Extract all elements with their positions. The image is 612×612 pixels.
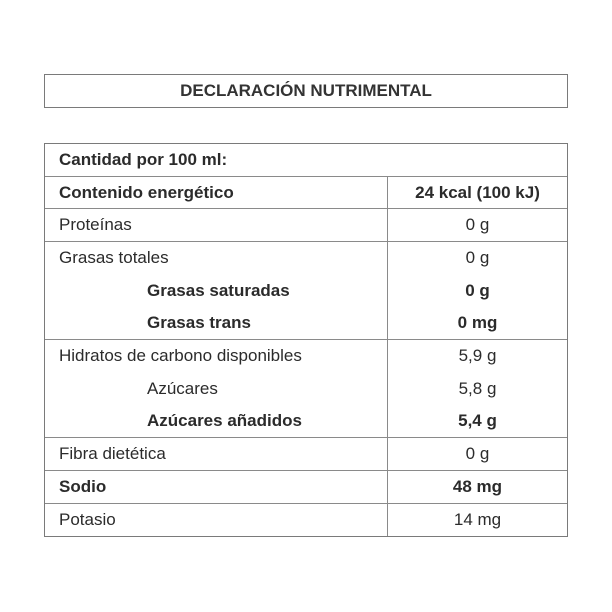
row-value: 5,9 g	[458, 346, 497, 366]
table-row	[45, 406, 567, 439]
serving-label: Cantidad por 100 ml:	[59, 149, 228, 169]
row-value: 0 g	[465, 281, 490, 301]
row-label: Azúcares	[45, 373, 388, 406]
table-row	[45, 373, 567, 406]
table-row	[45, 242, 567, 275]
table-row	[45, 307, 567, 340]
table-row	[45, 340, 567, 373]
row-value: 48 mg	[452, 476, 503, 496]
row-label: Grasas saturadas	[45, 275, 388, 308]
row-label: Grasas trans	[45, 307, 388, 339]
row-value: 24 kcal (100 kJ)	[415, 182, 540, 202]
row-label: Hidratos de carbono disponibles	[45, 340, 388, 373]
table-row	[45, 504, 567, 537]
row-value: 0 g	[465, 215, 490, 235]
row-label: Contenido energético	[45, 177, 388, 209]
nutrition-table	[44, 143, 568, 537]
row-label: Azúcares añadidos	[45, 406, 388, 438]
table-title: DECLARACIÓN NUTRIMENTAL	[44, 74, 568, 108]
row-label: Fibra dietética	[45, 438, 388, 470]
row-label: Proteínas	[45, 209, 388, 241]
table-row	[45, 471, 567, 504]
table-row	[45, 209, 567, 242]
row-label: Grasas totales	[45, 242, 388, 275]
row-value: 0 mg	[457, 313, 498, 333]
row-label: Sodio	[45, 471, 388, 503]
table-row	[45, 177, 567, 210]
row-value: 0 g	[465, 444, 490, 464]
row-label: Potasio	[45, 504, 388, 537]
serving-row	[45, 144, 567, 177]
table-row	[45, 275, 567, 308]
row-value: 14 mg	[453, 509, 502, 529]
row-value: 5,8 g	[458, 379, 497, 399]
row-value: 0 g	[465, 248, 490, 268]
row-value: 5,4 g	[458, 411, 497, 431]
table-row	[45, 438, 567, 471]
